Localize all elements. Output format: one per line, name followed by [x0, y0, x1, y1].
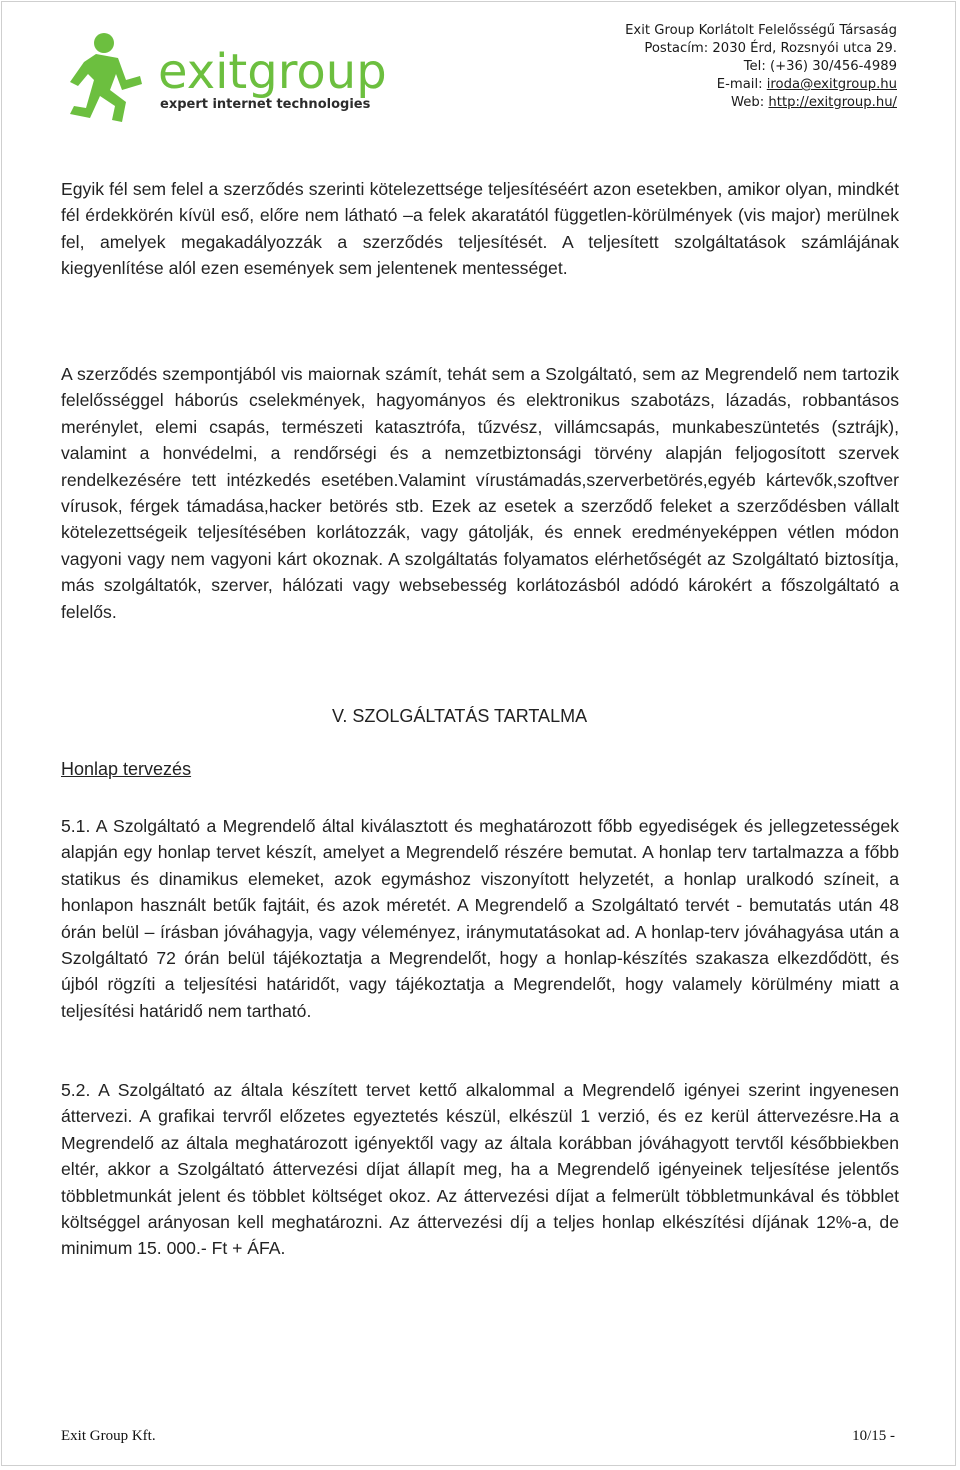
paragraph-vis-major-definition: A szerződés szempontjából vis maiornak számít, tehát sem a Szolgáltató, sem az Megrendelő nem tartozik felelősséggel háborús cselekmények, hagyományos és elektronikus szabotázs, lázadás, robbantásos merénylet, elemi csapás, természeti katasztrófa, tűzvész, villámcsapás, munkabeszüntetés (sztrájk), valamint a honvédelmi, a rendőrségi és a nemzetbiztonsági törvény alapján feljogosított szervek rendelkezésére tett intézkedés esetében.Valamint vírustámadás,szerverbetörés,egyéb kártevők,szoftver vírusok, férgek támadása,hacker betörés stb. Ezek az esetek a szerződő feleket a szerződésben vállalt kötelezettségeik teljesítésében korlátozzák, vagy gátolják, és ennek eredményeképpen vétlen módon vagyoni vagy nem vagyoni kárt okoznak. A szolgáltatás folyamatos elérhetőségét az Szolgáltató biztosítja, más szolgáltatók, szerver, hálózati vagy websebesség korlátozásból adódó károkért a főszolgáltató a felelős. — [61, 364, 899, 622]
page-number: 10/15 - — [852, 1428, 895, 1444]
subsection-title: Honlap tervezés — [61, 759, 192, 779]
logo-wordmark: exitgroup — [158, 44, 387, 100]
web-line: Web: http://exitgroup.hu/ — [731, 95, 897, 110]
logo-tagline: expert internet technologies — [160, 97, 371, 112]
email-link[interactable]: iroda@exitgroup.hu — [766, 77, 897, 92]
document-page — [1, 1, 956, 1466]
section-title: V. SZOLGÁLTATÁS TARTALMA — [332, 706, 588, 726]
telephone: Tel: (+36) 30/456-4989 — [743, 59, 897, 74]
email-line: E-mail: iroda@exitgroup.hu — [716, 77, 897, 92]
web-link[interactable]: http://exitgroup.hu/ — [768, 95, 897, 110]
company-name: Exit Group Korlátolt Felelősségű Társaság — [625, 23, 897, 38]
paragraph-vis-major: Egyik fél sem felel a szerződés szerinti kötelezettsége teljesítéséért azon esetekben, amikor olyan, mindkét fél érdekkörén kívül eső, előre nem látható –a felek akaratától független-körülmények (vis major) merülnek fel, amelyek megakadályozzák a szerződés teljesítését. A teljesített szolgáltatások számlájának kiegyenlítése alól ezen események sem jelentenek mentességet. — [61, 179, 899, 279]
company-info — [625, 22, 897, 112]
exitgroup-logo — [60, 28, 400, 128]
footer-company: Exit Group Kft. — [61, 1428, 156, 1444]
running-man-icon — [60, 28, 400, 128]
paragraph-5-2: 5.2. A Szolgáltató az általa készített tervet kettő alkalommal a Megrendelő igényei szerint ingyenesen áttervezi. A grafikai tervről előzetes egyeztetés készül, elkészül 1 verzió, és ez kerül áttervezésre.Ha a Megrendelő az általa meghatározott igényektől vagy az általa korábban jóváhagyott tervtől későbbiekben eltér, akkor a Szolgáltató áttervezési díjat állapít meg, ha a Megrendelő igényeinek teljesítése jelentős többletmunkát jelent és többlet költséget okoz. Az áttervezési díjat a felmerült többletmunkával és többlet költséggel arányosan kell meghatározni. Az áttervezési díj a teljes honlap elkészítési díjának 12%-a, de minimum 15. 000.- Ft + ÁFA. — [61, 1080, 899, 1259]
postal-address: Postacím: 2030 Érd, Rozsnyói utca 29. — [644, 41, 897, 56]
paragraph-5-1: 5.1. A Szolgáltató a Megrendelő által kiválasztott és meghatározott főbb egyediségek és jellegzetességek alapján egy honlap tervet készít, amelyet a Megrendelő részére bemutat. A honlap terv tartalmazza a főbb statikus és dinamikus elemeket, azok egymáshoz viszonyított helyzetét, a honlap uralkodó színeit, a honlapon használt betűk fajtáit, és azok méretét. A Megrendelő a Szolgáltató tervét - bemutatás után 48 órán belül – írásban jóváhagyja, vagy véleményez, iránymutatásokat ad. A honlap-terv jóváhagyása után a Szolgáltató 72 órán belül tájékoztatja a Megrendelőt, hogy a honlap-készítés szakasza elkezdődött, és újból rögzíti a teljesítési határidőt, vagy tájékoztatja a Megrendelőt, hogy valamely körülmény miatt a teljesítési határidő nem tartható. — [61, 816, 899, 1021]
